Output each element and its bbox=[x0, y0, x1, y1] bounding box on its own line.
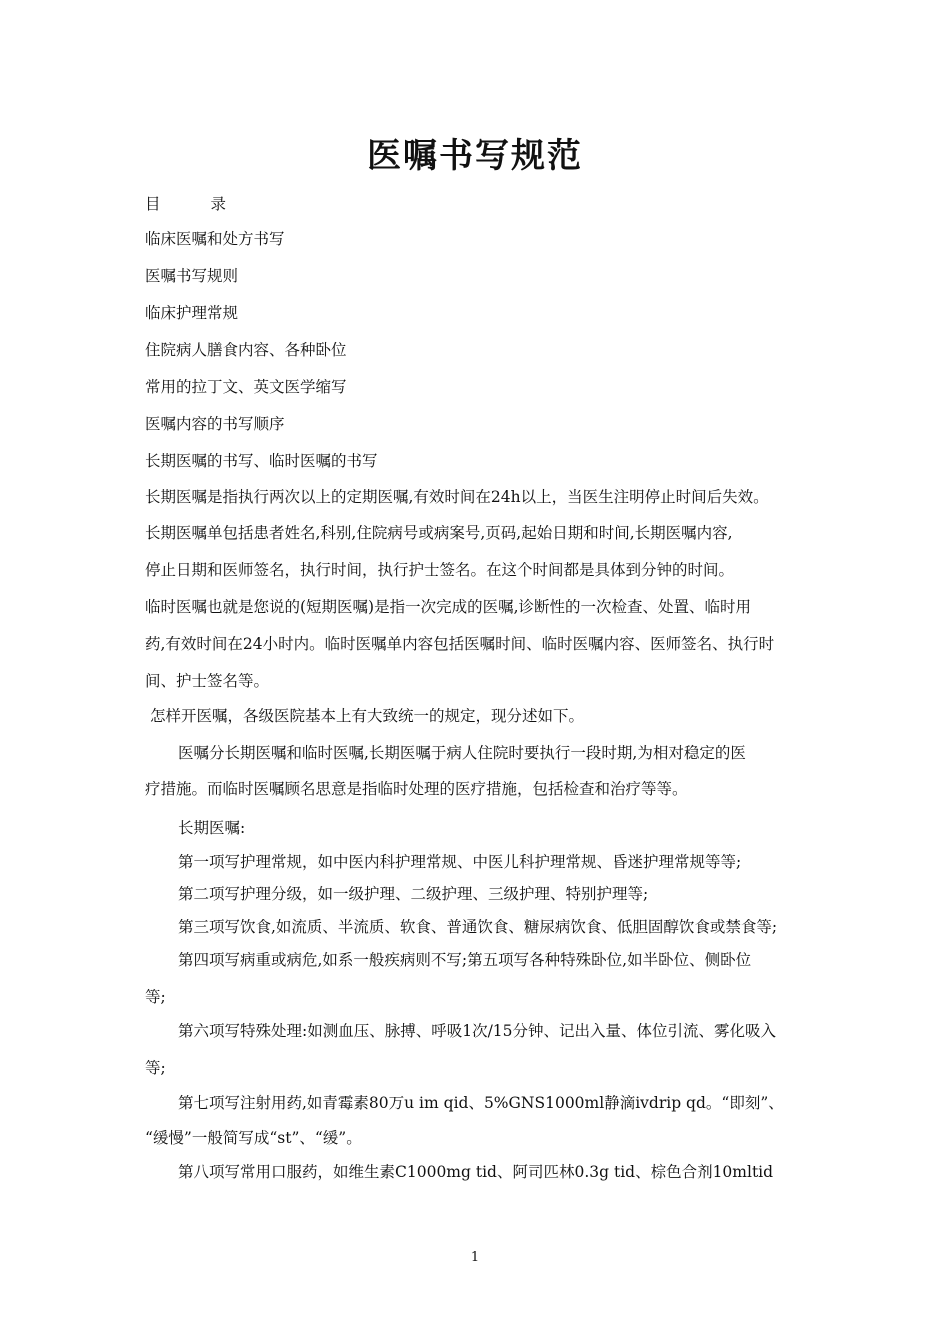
toc-item: 住院病人膳食内容、各种卧位 bbox=[145, 341, 347, 359]
toc-heading-a: 目 bbox=[145, 195, 161, 213]
list-item: 第三项写饮食,如流质、半流质、软食、普通饮食、糖尿病饮食、低胆固醇饮食或禁食等; bbox=[178, 918, 778, 936]
paragraph-line: 药,有效时间在24小时内。临时医嘱单内容包括医嘱时间、临时医嘱内容、医师签名、执行时 bbox=[145, 635, 775, 653]
list-item: 第一项写护理常规，如中医内科护理常规、中医儿科护理常规、昏迷护理常规等等; bbox=[178, 853, 742, 871]
toc-item: 长期医嘱的书写、临时医嘱的书写 bbox=[145, 452, 378, 470]
list-item: 等; bbox=[145, 988, 166, 1006]
list-item: “缓慢”一般简写成“st”、“缓”。 bbox=[145, 1129, 362, 1147]
list-item: 等; bbox=[145, 1059, 166, 1077]
list-item: 第二项写护理分级，如一级护理、二级护理、三级护理、特别护理等; bbox=[178, 885, 649, 903]
paragraph-line: 怎样开医嘱，各级医院基本上有大致统一的规定，现分述如下。 bbox=[150, 707, 585, 725]
toc-item: 医嘱书写规则 bbox=[145, 267, 239, 285]
document-title: 医嘱书写规范 bbox=[367, 136, 583, 176]
toc-heading-b: 录 bbox=[210, 195, 227, 213]
toc-heading bbox=[145, 194, 226, 214]
list-item: 第六项写特殊处理:如测血压、脉搏、呼吸1次/15分钟、记出入量、体位引流、雾化吸入 bbox=[178, 1022, 777, 1040]
toc-item: 临床护理常规 bbox=[145, 304, 239, 322]
paragraph-line: 医嘱分长期医嘱和临时医嘱,长期医嘱于病人住院时要执行一段时期,为相对稳定的医 bbox=[178, 744, 746, 762]
toc-item: 医嘱内容的书写顺序 bbox=[145, 415, 285, 433]
section-heading: 长期医嘱: bbox=[178, 819, 246, 837]
paragraph-line: 间、护士签名等。 bbox=[145, 672, 270, 690]
list-item: 第八项写常用口服药，如维生素C1000mg tid、阿司匹林0.3g tid、棕色合剂10mltid bbox=[178, 1163, 774, 1181]
paragraph-line: 疗措施。而临时医嘱顾名思意是指临时处理的医疗措施，包括检查和治疗等等。 bbox=[145, 780, 688, 798]
paragraph-line: 长期医嘱单包括患者姓名,科别,住院病号或病案号,页码,起始日期和时间,长期医嘱内容, bbox=[145, 524, 733, 542]
toc-item: 临床医嘱和处方书写 bbox=[145, 230, 285, 248]
list-item: 第七项写注射用药,如青霉素80万u im qid、5%GNS1000ml静滴ivdrip qd。“即刻”、 bbox=[178, 1094, 784, 1112]
paragraph-line: 长期医嘱是指执行两次以上的定期医嘱,有效时间在24h以上，当医生注明停止时间后失效。 bbox=[145, 488, 769, 506]
toc-item: 常用的拉丁文、英文医学缩写 bbox=[145, 378, 347, 396]
list-item: 第四项写病重或病危,如系一般疾病则不写;第五项写各种特殊卧位,如半卧位、侧卧位 bbox=[178, 951, 752, 969]
paragraph-line: 停止日期和医师签名，执行时间，执行护士签名。在这个时间都是具体到分钟的时间。 bbox=[145, 561, 735, 579]
paragraph-line: 临时医嘱也就是您说的(短期医嘱)是指一次完成的医嘱,诊断性的一次检查、处置、临时用 bbox=[145, 598, 752, 616]
page-number: 1 bbox=[470, 1250, 480, 1265]
